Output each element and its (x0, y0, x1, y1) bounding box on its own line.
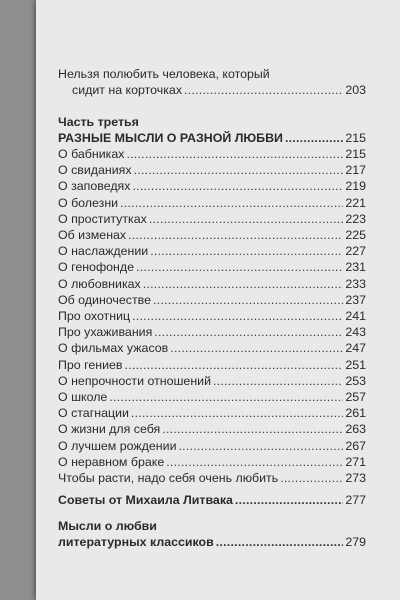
dot-leader (134, 162, 344, 178)
toc-entry-title: О болезни (58, 195, 119, 210)
toc-entry-page: 217 (345, 163, 366, 178)
toc-entry-title: литературных классиков (58, 535, 214, 549)
toc-entry[interactable] (58, 162, 366, 178)
toc-entry-title: Про гениев (58, 357, 123, 372)
dot-leader (166, 454, 343, 470)
toc-entry-title: О неравном браке (58, 454, 165, 469)
toc-entry-page: 279 (345, 535, 366, 549)
toc-entry-page: 215 (345, 147, 366, 161)
toc-entry-page: 247 (345, 341, 366, 356)
toc-entry-title: Советы от Михаила Литвака (58, 493, 233, 507)
toc-entry-page: 221 (345, 195, 366, 210)
toc-entry-title: О лучшем рождении (58, 438, 177, 453)
toc-entry-title: О бабниках (58, 147, 125, 161)
dot-leader (280, 470, 343, 486)
toc-entry-title: Чтобы расти, надо себя очень любить (58, 471, 279, 485)
dot-leader (162, 421, 343, 437)
toc-intro-line1: Нельзя полюбить человека, который (58, 67, 270, 81)
toc-classics-line1: Мысли о любви (58, 519, 157, 533)
toc-entry-title: Про охотниц (58, 309, 131, 323)
dot-leader (125, 357, 344, 373)
dot-leader (131, 405, 343, 421)
toc-entry[interactable] (58, 211, 366, 227)
toc-entry[interactable] (58, 308, 366, 324)
part-title-entry[interactable] (58, 130, 366, 146)
toc-entry-title: сидит на корточках (72, 83, 183, 97)
toc-entry-page: 267 (345, 438, 366, 453)
toc-entry-page: 227 (345, 244, 366, 259)
dot-leader (179, 438, 344, 454)
toc-entry-title: О фильмах ужасов (58, 341, 169, 356)
dot-leader (235, 492, 343, 508)
toc-entry-title: О наслаждении (58, 244, 149, 259)
part-page: 215 (345, 131, 366, 145)
toc-entry-page: 273 (345, 471, 366, 485)
toc-entry-page: 219 (345, 179, 366, 194)
dot-leader (153, 292, 343, 308)
dot-leader (143, 276, 344, 292)
toc-entry[interactable] (58, 421, 366, 437)
toc-entry[interactable] (58, 146, 366, 162)
toc-entry-page: 233 (345, 276, 366, 291)
toc-entry-title: Про ухаживания (58, 325, 153, 340)
dot-leader (109, 389, 343, 405)
toc-entry[interactable] (58, 340, 366, 356)
toc-entry-title: О заповедях (58, 179, 131, 194)
toc-entry-title: О генофонде (58, 260, 135, 275)
dot-leader (150, 243, 343, 259)
toc-entry-title: О стагнации (58, 406, 129, 421)
toc-entry-page: 277 (345, 493, 366, 507)
dot-leader (132, 308, 343, 324)
toc-entry-page: 237 (345, 292, 366, 307)
toc-entry-title: О любовниках (58, 276, 141, 291)
toc-entry[interactable] (58, 454, 366, 470)
toc-entry[interactable] (58, 178, 366, 194)
part-title: РАЗНЫЕ МЫСЛИ О РАЗНОЙ ЛЮБВИ (58, 131, 283, 145)
toc-entry[interactable] (58, 389, 366, 405)
dot-leader (184, 82, 343, 98)
toc-entry-page: 231 (345, 260, 366, 275)
dot-leader (126, 146, 343, 162)
dot-leader (285, 130, 343, 146)
toc-entry[interactable] (58, 438, 366, 454)
toc-entry-page: 225 (345, 228, 366, 242)
dot-leader (170, 340, 343, 356)
dot-leader (154, 324, 343, 340)
toc-entry[interactable] (58, 276, 366, 292)
toc-entry[interactable] (58, 292, 366, 308)
toc-entry[interactable] (58, 470, 366, 486)
part-label: Часть третья (58, 115, 139, 129)
dot-leader (216, 534, 344, 550)
toc-entry[interactable] (58, 357, 366, 373)
dot-leader (149, 211, 343, 227)
toc-entry-title: О школе (58, 390, 108, 404)
toc-entry-page: 257 (345, 390, 366, 404)
dot-leader (120, 195, 343, 211)
dot-leader (136, 259, 343, 275)
toc-entry-page: 203 (345, 83, 366, 97)
toc-entry[interactable] (58, 373, 366, 389)
toc-entry[interactable] (58, 405, 366, 421)
toc-entry-page: 253 (345, 373, 366, 388)
book-page (36, 0, 400, 600)
toc-entry-title: О жизни для себя (58, 422, 161, 437)
toc-entry-page: 261 (345, 406, 366, 421)
toc-entry-title: О непрочности отношений (58, 373, 212, 388)
toc-entry-title: Об изменах (58, 228, 127, 242)
toc-entry-title: О свиданиях (58, 163, 132, 178)
toc-entry[interactable] (58, 195, 366, 211)
dot-leader (213, 373, 343, 389)
toc-entry-page: 223 (345, 211, 366, 226)
toc-entry-page: 263 (345, 422, 366, 437)
toc-entry-title: О проститутках (58, 211, 147, 226)
toc-intro-entry[interactable] (72, 82, 366, 98)
toc-entry-page: 251 (345, 357, 366, 372)
toc-entry-page: 271 (345, 454, 366, 469)
toc-entry[interactable] (58, 243, 366, 259)
toc-entry-page: 241 (345, 309, 366, 323)
dot-leader (128, 227, 343, 243)
dot-leader (132, 178, 343, 194)
toc-entry-page: 243 (345, 325, 366, 340)
toc-advice-entry[interactable] (58, 492, 366, 508)
toc-entry[interactable] (58, 227, 366, 243)
toc-classics-entry[interactable] (58, 534, 366, 550)
toc-entry-title: Об одиночестве (58, 292, 151, 307)
toc-entry[interactable] (58, 324, 366, 340)
toc-entry[interactable] (58, 259, 366, 275)
